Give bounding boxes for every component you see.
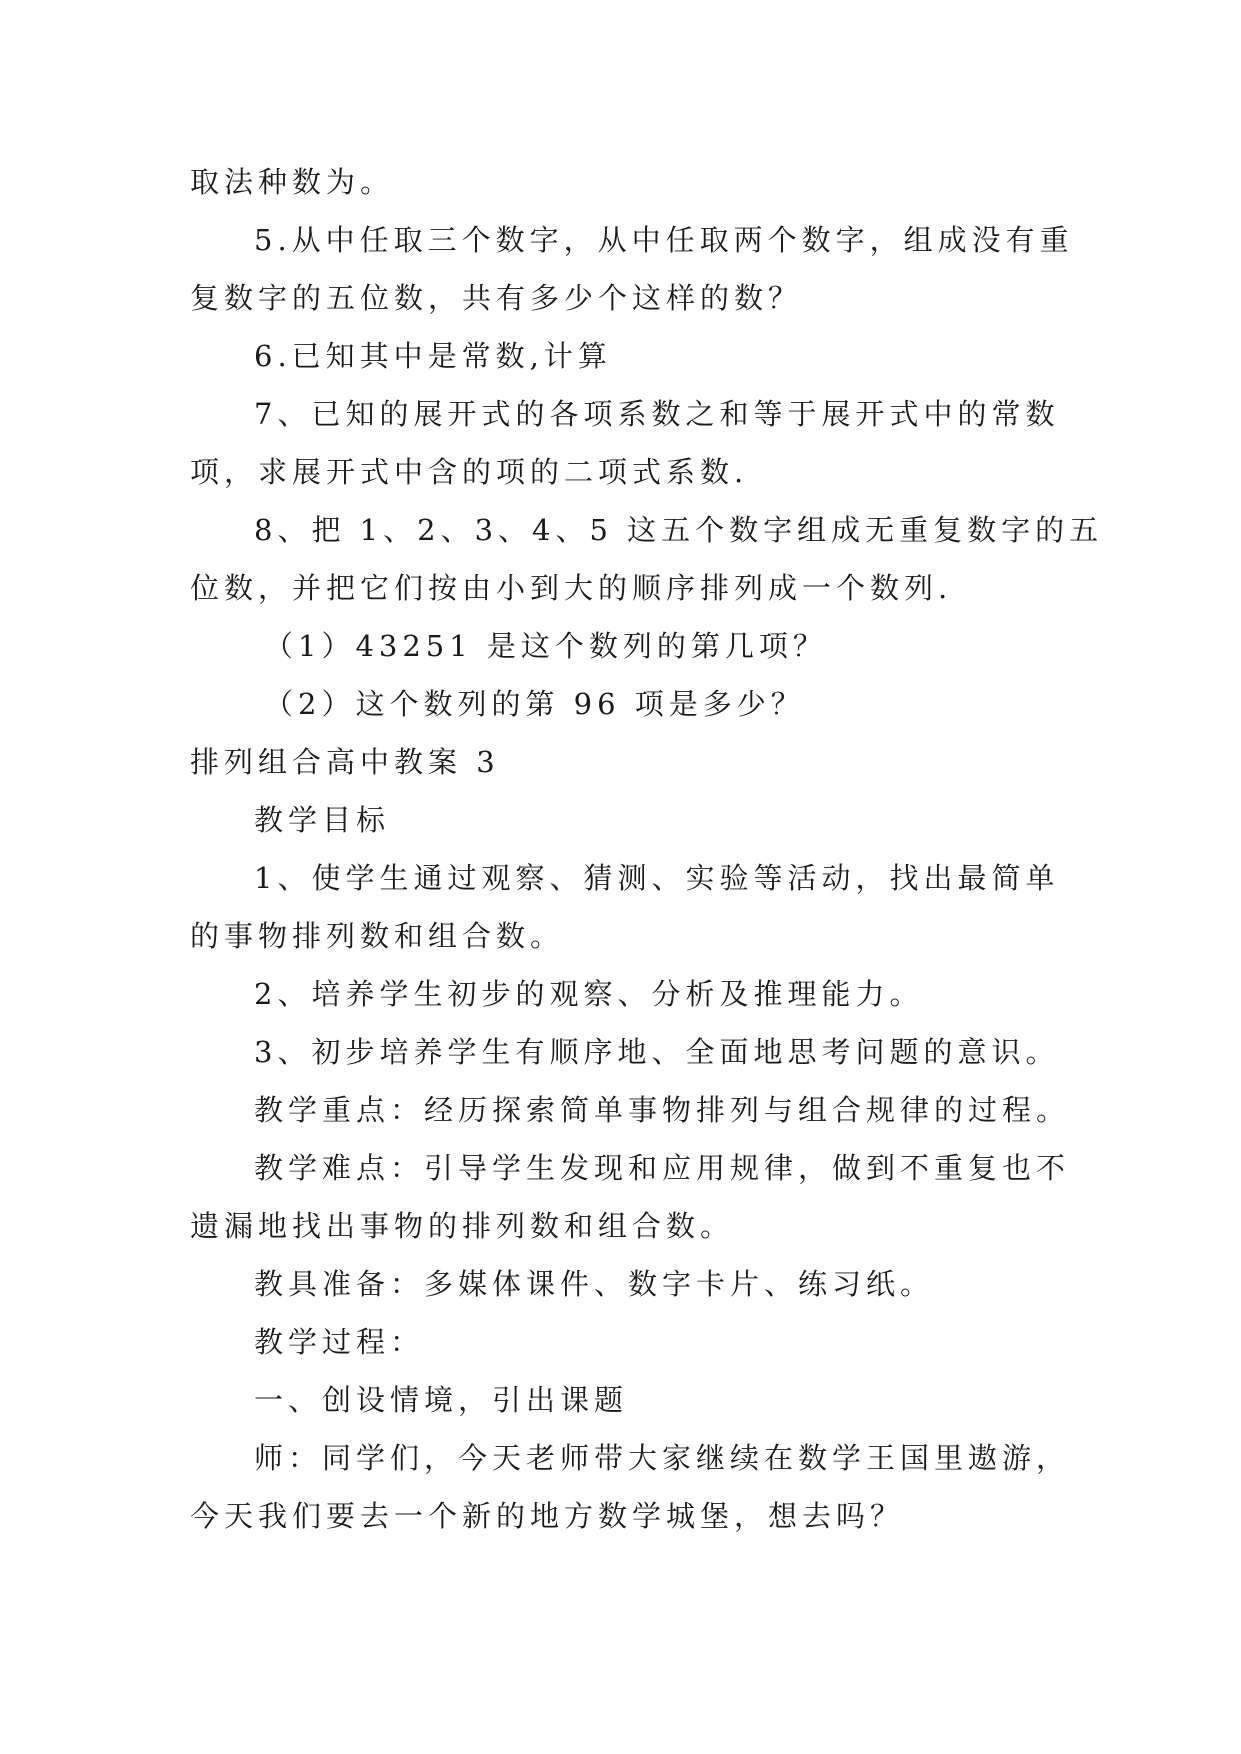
question-6: 6.已知其中是常数,计算	[254, 339, 612, 373]
goal-2: 2、培养学生初步的观察、分析及推理能力。	[254, 977, 924, 1011]
goal-3: 3、初步培养学生有顺序地、全面地思考问题的意识。	[254, 1035, 1060, 1069]
question-5: 5.从中任取三个数字，从中任取两个数字，组成没有重	[254, 223, 1074, 257]
text-line: 取法种数为。	[190, 165, 395, 199]
sub-question-2: （2）这个数列的第 96 项是多少？	[264, 687, 805, 721]
text-line: 位数，并把它们按由小到大的顺序排列成一个数列.	[190, 571, 953, 605]
text-line: 遗漏地找出事物的排列数和组合数。	[190, 1209, 735, 1243]
text-line: 的事物排列数和组合数。	[190, 919, 565, 953]
step-1-heading: 一、创设情境，引出课题	[254, 1383, 629, 1417]
subheading-goals: 教学目标	[254, 803, 391, 837]
section-heading: 排列组合高中教案 3	[190, 745, 500, 779]
teaching-process: 教学过程：	[254, 1325, 425, 1359]
teaching-aids: 教具准备：多媒体课件、数字卡片、练习纸。	[254, 1267, 935, 1301]
question-7: 7、已知的展开式的各项系数之和等于展开式中的常数	[254, 397, 1060, 431]
teaching-difficulty: 教学难点：引导学生发现和应用规律，做到不重复也不	[254, 1151, 1071, 1185]
text-line: 复数字的五位数，共有多少个这样的数？	[190, 281, 803, 315]
question-8: 8、把 1、2、3、4、5 这五个数字组成无重复数字的五	[254, 513, 1104, 547]
text-line: 项，求展开式中含的项的二项式系数.	[190, 455, 749, 489]
sub-question-1: （1）43251 是这个数列的第几项？	[264, 629, 827, 663]
text-line: 今天我们要去一个新的地方数学城堡，想去吗？	[190, 1499, 905, 1533]
goal-1: 1、使学生通过观察、猜测、实验等活动，找出最简单	[254, 861, 1060, 895]
teaching-focus: 教学重点：经历探索简单事物排列与组合规律的过程。	[254, 1093, 1071, 1127]
teacher-speech: 师：同学们，今天老师带大家继续在数学王国里遨游，	[254, 1441, 1071, 1475]
